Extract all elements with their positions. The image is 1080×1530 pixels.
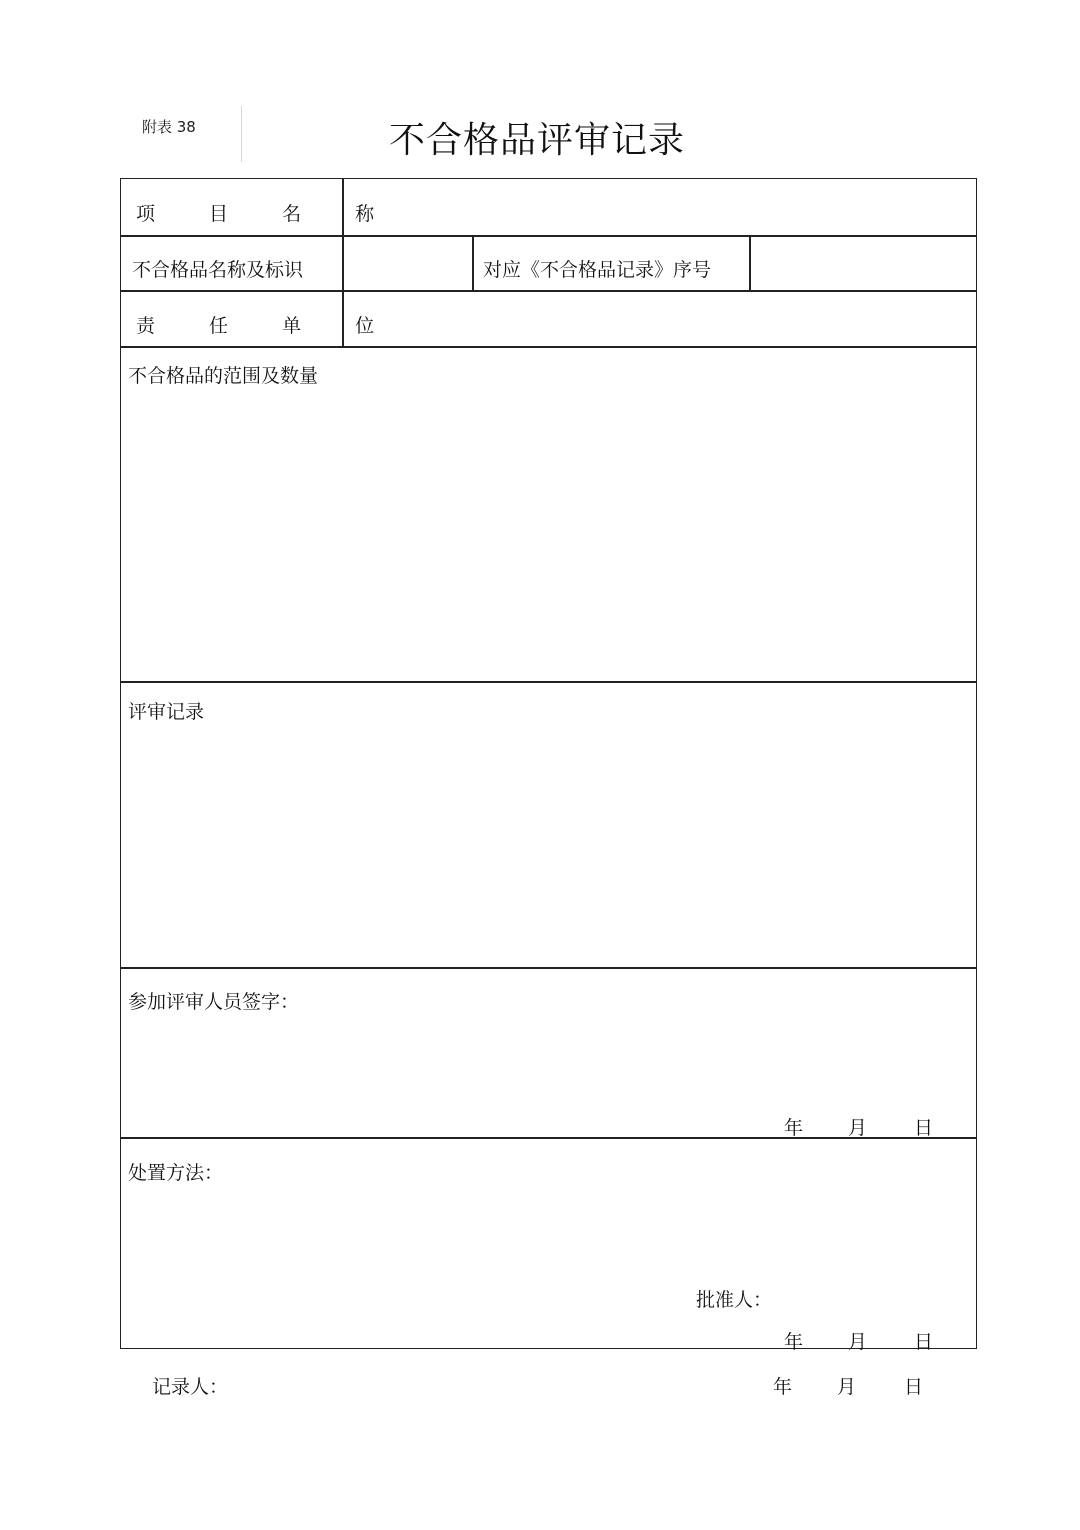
appendix-number: 附表 38 xyxy=(142,118,196,136)
approver-label: 批准人： xyxy=(696,1289,773,1311)
recorder-label: 记录人： xyxy=(152,1376,229,1398)
page-title-text: 不合格品评审记录 xyxy=(388,120,685,161)
record-date-month: 月 xyxy=(837,1376,857,1398)
reviewers-sign-label: 参加评审人员签字： xyxy=(128,991,300,1013)
item-name-label: 不合格品名称及标识 xyxy=(132,259,304,281)
approve-date-day: 日 xyxy=(914,1331,934,1353)
record-number-field[interactable] xyxy=(751,237,976,290)
review-record-label: 评审记录 xyxy=(128,701,205,723)
column-divider xyxy=(472,235,474,291)
record-date-year: 年 xyxy=(773,1376,793,1398)
project-name-label: 项 目 名 称 xyxy=(136,203,399,225)
approve-date-year: 年 xyxy=(784,1331,804,1353)
record-date-day: 日 xyxy=(904,1376,924,1398)
disposal-label: 处置方法： xyxy=(128,1162,224,1184)
sign-date-day: 日 xyxy=(914,1117,934,1139)
project-name-field[interactable] xyxy=(344,179,976,235)
sign-date-month: 月 xyxy=(848,1117,868,1139)
disposal-field[interactable] xyxy=(121,1185,976,1275)
responsible-unit-label: 责 任 单 位 xyxy=(136,315,399,337)
row-divider xyxy=(121,681,976,683)
record-number-label: 对应《不合格品记录》序号 xyxy=(483,259,712,281)
row-divider xyxy=(121,346,976,348)
reviewers-sign-field[interactable] xyxy=(121,1015,976,1105)
sign-date-year: 年 xyxy=(784,1117,804,1139)
item-name-field[interactable] xyxy=(344,237,472,290)
page-title xyxy=(0,112,1080,163)
approve-date-month: 月 xyxy=(848,1331,868,1353)
scope-quantity-label: 不合格品的范围及数量 xyxy=(128,365,319,387)
scope-quantity-field[interactable] xyxy=(121,389,976,679)
row-divider xyxy=(121,967,976,969)
review-form-table xyxy=(120,178,977,1353)
review-record-field[interactable] xyxy=(121,725,976,965)
responsible-unit-field[interactable] xyxy=(344,292,976,346)
